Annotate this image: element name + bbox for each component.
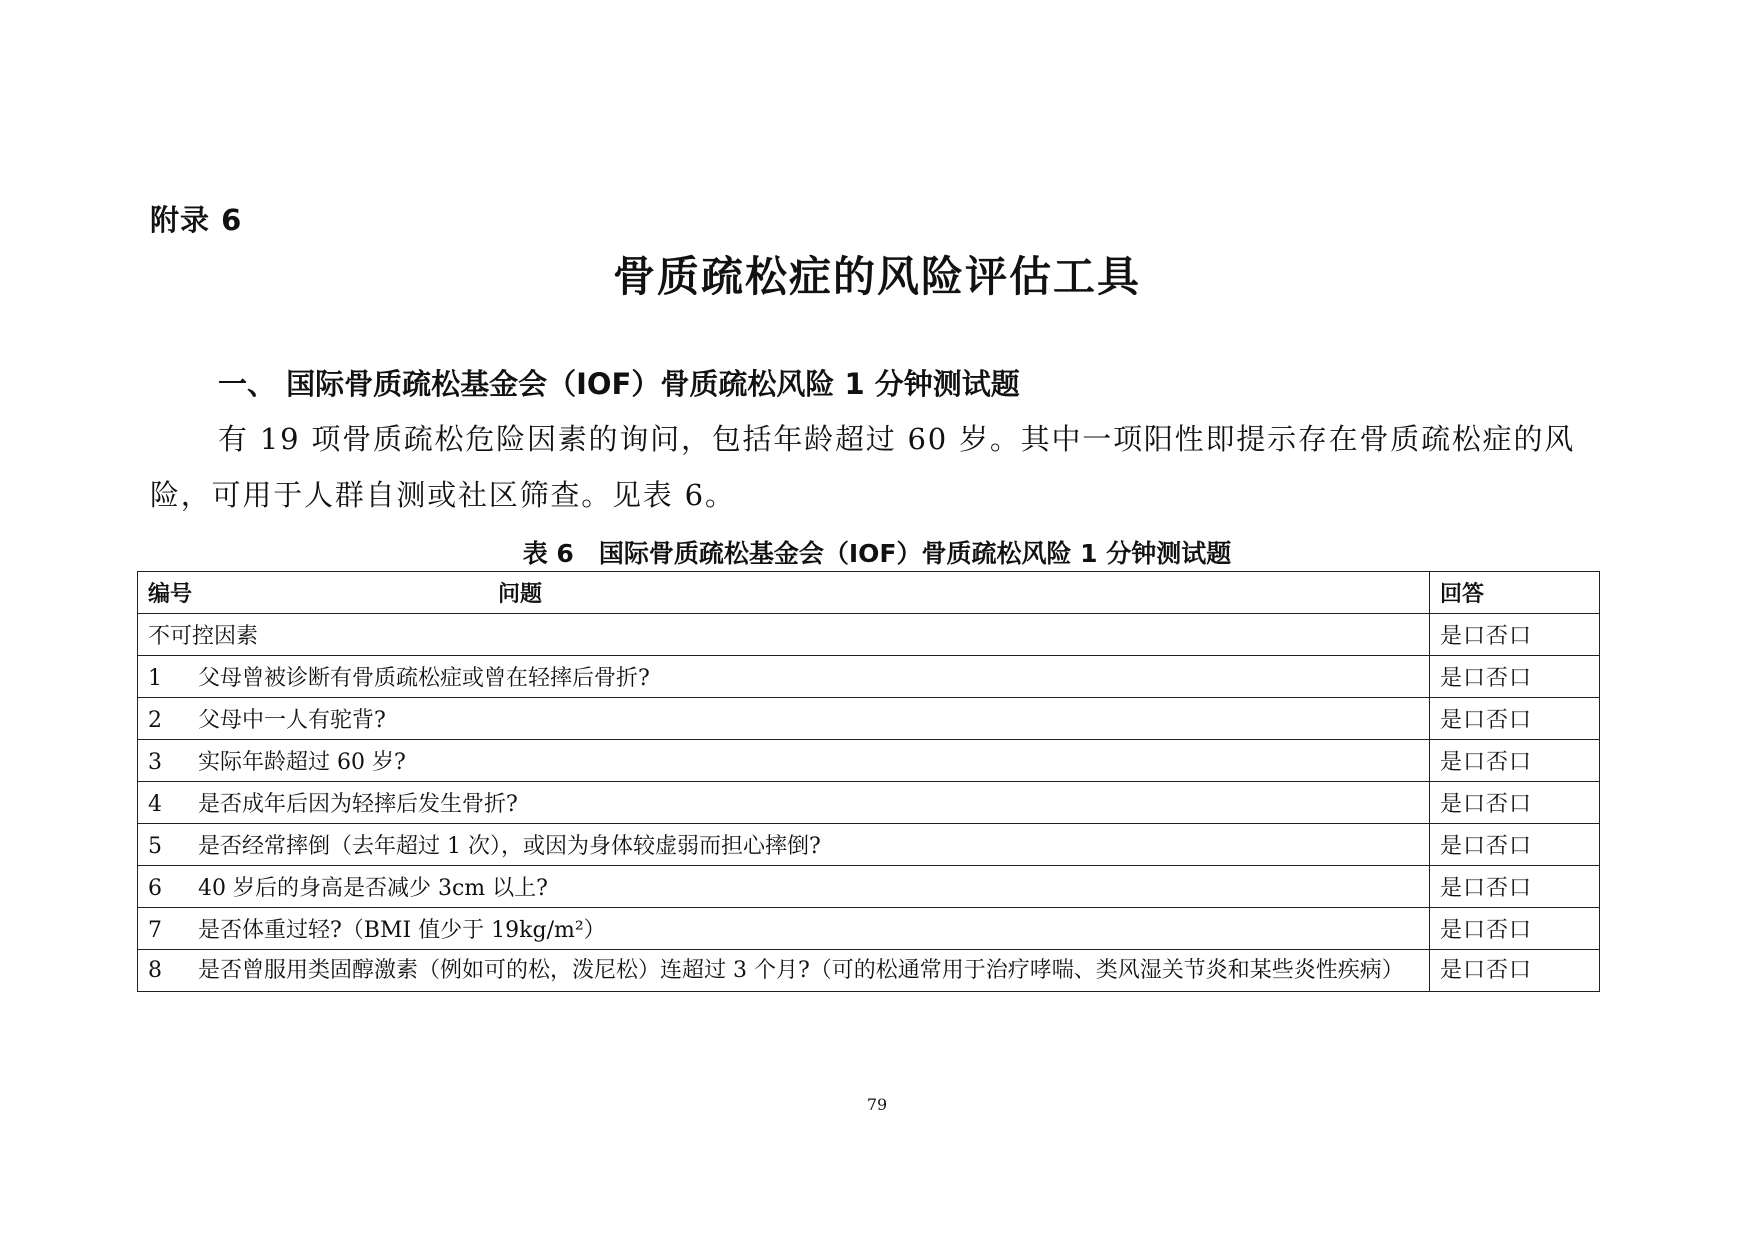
appendix-label: 附录 6 (150, 203, 243, 237)
group-label: 不可控因素 (138, 614, 1430, 656)
question-text: 是否体重过轻?（BMI 值少于 19kg/m²） (198, 918, 606, 943)
question-text: 实际年龄超过 60 岁? (198, 750, 406, 775)
section-heading: 一、 国际骨质疏松基金会（IOF）骨质疏松风险 1 分钟测试题 (218, 367, 1020, 401)
row-number: 3 (148, 750, 162, 775)
answer-cell: 是口否口 (1430, 824, 1600, 866)
question-text: 是否成年后因为轻摔后发生骨折? (198, 792, 518, 817)
row-number: 8 (148, 957, 162, 983)
question-cell (138, 698, 1430, 740)
header-question: 问题 (498, 582, 543, 607)
question-text: 父母中一人有驼背? (198, 708, 386, 733)
answer-cell: 是口否口 (1430, 656, 1600, 698)
question-cell (138, 740, 1430, 782)
question-text: 40 岁后的身高是否减少 3cm 以上? (198, 876, 548, 901)
question-cell (138, 866, 1430, 908)
header-number: 编号 (148, 582, 193, 607)
question-cell (138, 950, 1430, 992)
question-cell (138, 908, 1430, 950)
question-cell (138, 824, 1430, 866)
answer-cell: 是口否口 (1430, 698, 1600, 740)
question-text: 是否曾服用类固醇激素（例如可的松，泼尼松）连超过 3 个月?（可的松通常用于治疗哮喘、类风湿关节炎和某些炎性疾病） (198, 957, 1404, 983)
question-cell (138, 656, 1430, 698)
row-number: 1 (148, 666, 162, 691)
table-row (138, 698, 1600, 740)
question-wrap (148, 951, 1419, 991)
answer-cell: 是口否口 (1430, 950, 1600, 992)
question-text: 是否经常摔倒（去年超过 1 次），或因为身体较虚弱而担心摔倒? (198, 834, 821, 859)
table-caption: 表 6 国际骨质疏松基金会（IOF）骨质疏松风险 1 分钟测试题 (522, 539, 1232, 568)
risk-test-table (137, 571, 1600, 992)
answer-cell: 是口否口 (1430, 866, 1600, 908)
row-number: 2 (148, 708, 162, 733)
table-row (138, 950, 1600, 992)
row-number: 5 (148, 834, 162, 859)
answer-cell: 是口否口 (1430, 908, 1600, 950)
group-answer: 是口否口 (1430, 614, 1600, 656)
question-cell (138, 782, 1430, 824)
group-row (138, 614, 1600, 656)
page-number: 79 (866, 1095, 888, 1114)
intro-paragraph: 有 19 项骨质疏松危险因素的询问，包括年龄超过 60 岁。其中一项阳性即提示存在骨质疏松症的风险，可用于人群自测或社区筛查。见表 6。 (150, 422, 1576, 512)
table-row (138, 824, 1600, 866)
row-number: 4 (148, 792, 162, 817)
question-text: 父母曾被诊断有骨质疏松症或曾在轻摔后骨折? (198, 666, 650, 691)
table-row (138, 866, 1600, 908)
answer-cell: 是口否口 (1430, 740, 1600, 782)
header-question-cell (138, 572, 1430, 614)
table-header-row (138, 572, 1600, 614)
header-answer: 回答 (1430, 572, 1600, 614)
table-row (138, 740, 1600, 782)
table-row (138, 908, 1600, 950)
row-number: 6 (148, 876, 162, 901)
table-row (138, 656, 1600, 698)
table-row (138, 782, 1600, 824)
answer-cell: 是口否口 (1430, 782, 1600, 824)
row-number: 7 (148, 918, 162, 943)
document-title: 骨质疏松症的风险评估工具 (612, 252, 1141, 301)
